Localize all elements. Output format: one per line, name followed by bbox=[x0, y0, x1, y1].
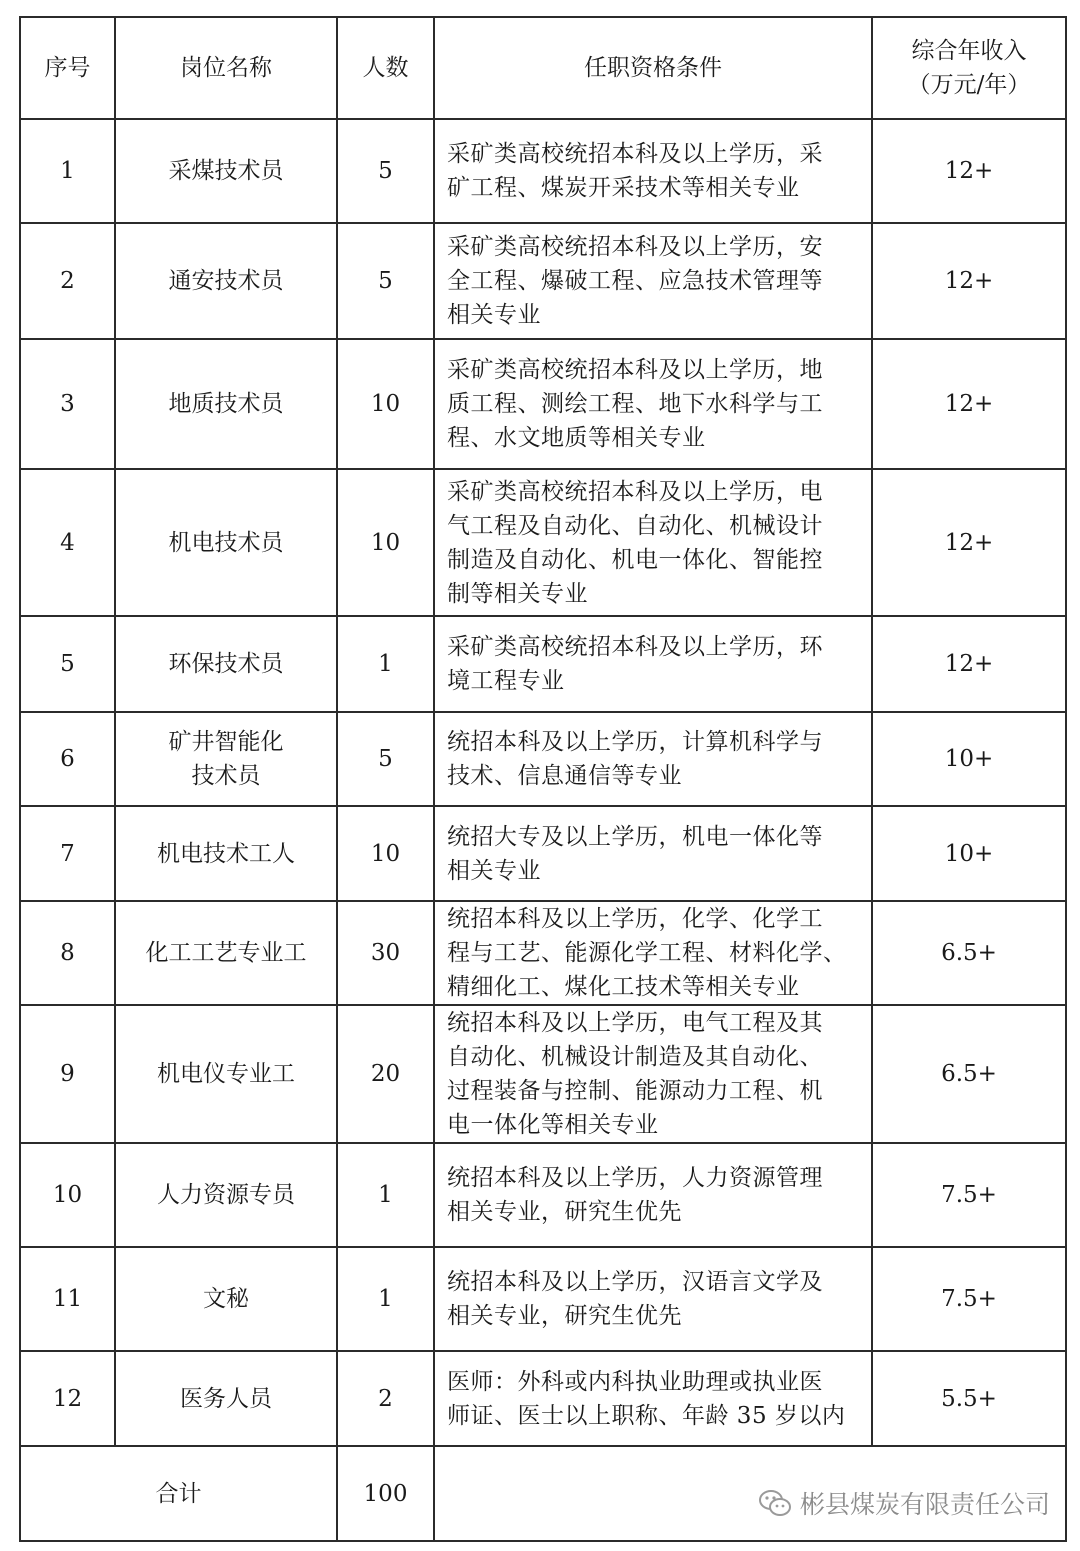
cell-line: 相关专业，研究生优先 bbox=[447, 1303, 682, 1329]
cell-line: 矿工程、煤炭开采技术等相关专业 bbox=[447, 175, 800, 201]
cell-position bbox=[115, 1005, 337, 1143]
cell-index: 6 bbox=[20, 712, 115, 806]
cell-index: 3 bbox=[20, 339, 115, 469]
cell-line: 采矿类高校统招本科及以上学历，地 bbox=[447, 357, 823, 383]
cell-count: 1 bbox=[337, 616, 434, 712]
cell-line: 自动化、机械设计制造及其自动化、 bbox=[447, 1044, 823, 1070]
header-income bbox=[872, 17, 1066, 119]
cell-requirements bbox=[434, 712, 872, 806]
table-row bbox=[20, 616, 1066, 712]
table-row bbox=[20, 1351, 1066, 1446]
cell-line: 机电技术员 bbox=[168, 529, 284, 556]
cell-position bbox=[115, 806, 337, 901]
cell-line: 通安技术员 bbox=[168, 268, 284, 294]
cell-income: 5.5+ bbox=[872, 1351, 1066, 1446]
cell-line: 技术员 bbox=[191, 763, 261, 789]
cell-requirements bbox=[434, 1143, 872, 1247]
cell-requirements bbox=[434, 1351, 872, 1446]
watermark bbox=[758, 1485, 1050, 1521]
cell-count: 5 bbox=[337, 223, 434, 339]
table-row bbox=[20, 806, 1066, 901]
cell-line: 采矿类高校统招本科及以上学历，电 bbox=[447, 478, 823, 505]
header-index: 序号 bbox=[20, 17, 115, 119]
cell-line: 医务人员 bbox=[180, 1385, 272, 1412]
cell-line: 程、水文地质等相关专业 bbox=[447, 425, 706, 451]
cell-requirements bbox=[434, 469, 872, 616]
table-row bbox=[20, 339, 1066, 469]
cell-index: 10 bbox=[20, 1143, 115, 1247]
cell-line: 质工程、测绘工程、地下水科学与工 bbox=[447, 391, 823, 417]
cell-requirements bbox=[434, 339, 872, 469]
cell-line: 机电技术工人 bbox=[157, 840, 295, 867]
cell-income: 10+ bbox=[872, 806, 1066, 901]
cell-position bbox=[115, 1351, 337, 1446]
cell-index: 7 bbox=[20, 806, 115, 901]
table-row bbox=[20, 1247, 1066, 1351]
cell-index: 2 bbox=[20, 223, 115, 339]
cell-income: 6.5+ bbox=[872, 901, 1066, 1005]
cell-income: 12+ bbox=[872, 469, 1066, 616]
cell-requirements bbox=[434, 223, 872, 339]
cell-income: 12+ bbox=[872, 616, 1066, 712]
cell-count: 1 bbox=[337, 1247, 434, 1351]
header-income-line2: （万元/年） bbox=[907, 72, 1031, 98]
total-label: 合计 bbox=[20, 1446, 337, 1541]
cell-line: 统招本科及以上学历，化学、化学工 bbox=[447, 906, 823, 932]
cell-position bbox=[115, 119, 337, 223]
cell-requirements bbox=[434, 616, 872, 712]
cell-line: 境工程专业 bbox=[447, 668, 565, 694]
cell-line: 统招本科及以上学历，汉语言文学及 bbox=[447, 1269, 823, 1295]
recruitment-table bbox=[19, 16, 1067, 1542]
cell-line: 矿井智能化 bbox=[168, 729, 284, 755]
cell-index: 9 bbox=[20, 1005, 115, 1143]
cell-line: 文秘 bbox=[203, 1286, 249, 1312]
cell-income: 12+ bbox=[872, 223, 1066, 339]
cell-line: 电一体化等相关专业 bbox=[447, 1112, 659, 1138]
header-income-line1: 综合年收入 bbox=[911, 38, 1027, 64]
cell-position bbox=[115, 469, 337, 616]
cell-line: 统招本科及以上学历，电气工程及其 bbox=[447, 1010, 823, 1036]
cell-income: 7.5+ bbox=[872, 1143, 1066, 1247]
cell-requirements bbox=[434, 806, 872, 901]
table-row bbox=[20, 1005, 1066, 1143]
cell-count: 2 bbox=[337, 1351, 434, 1446]
cell-count: 10 bbox=[337, 469, 434, 616]
cell-line: 制等相关专业 bbox=[447, 580, 588, 607]
cell-line: 环保技术员 bbox=[168, 651, 284, 677]
table-row bbox=[20, 469, 1066, 616]
cell-income: 7.5+ bbox=[872, 1247, 1066, 1351]
cell-line: 师证、医士以上职称、年龄 35 岁以内 bbox=[447, 1402, 846, 1429]
cell-position bbox=[115, 223, 337, 339]
cell-index: 11 bbox=[20, 1247, 115, 1351]
cell-line: 气工程及自动化、自动化、机械设计 bbox=[447, 512, 823, 539]
cell-position bbox=[115, 712, 337, 806]
cell-index: 12 bbox=[20, 1351, 115, 1446]
cell-income: 6.5+ bbox=[872, 1005, 1066, 1143]
cell-line: 医师：外科或内科执业助理或执业医 bbox=[447, 1368, 823, 1395]
cell-line: 采矿类高校统招本科及以上学历，安 bbox=[447, 234, 823, 260]
watermark-text: 彬县煤炭有限责任公司 bbox=[799, 1490, 1050, 1519]
cell-line: 相关专业，研究生优先 bbox=[447, 1199, 682, 1225]
cell-line: 相关专业 bbox=[447, 302, 541, 328]
header-row bbox=[20, 17, 1066, 119]
cell-line: 精细化工、煤化工技术等相关专业 bbox=[447, 974, 800, 1000]
cell-requirements bbox=[434, 901, 872, 1005]
cell-line: 全工程、爆破工程、应急技术管理等 bbox=[447, 268, 823, 294]
cell-line: 统招大专及以上学历，机电一体化等 bbox=[447, 823, 823, 850]
table-row bbox=[20, 712, 1066, 806]
cell-count: 5 bbox=[337, 712, 434, 806]
cell-count: 30 bbox=[337, 901, 434, 1005]
cell-line: 过程装备与控制、能源动力工程、机 bbox=[447, 1078, 823, 1104]
cell-line: 统招本科及以上学历，人力资源管理 bbox=[447, 1165, 823, 1191]
cell-line: 采煤技术员 bbox=[168, 158, 284, 184]
total-count: 100 bbox=[337, 1446, 434, 1541]
cell-line: 化工工艺专业工 bbox=[145, 940, 307, 966]
cell-count: 5 bbox=[337, 119, 434, 223]
cell-line: 机电仪专业工 bbox=[157, 1061, 295, 1087]
cell-line: 采矿类高校统招本科及以上学历，环 bbox=[447, 634, 823, 660]
cell-count: 10 bbox=[337, 339, 434, 469]
table-row bbox=[20, 223, 1066, 339]
cell-index: 8 bbox=[20, 901, 115, 1005]
cell-index: 4 bbox=[20, 469, 115, 616]
cell-index: 5 bbox=[20, 616, 115, 712]
wechat-icon bbox=[758, 1488, 792, 1518]
cell-requirements bbox=[434, 1247, 872, 1351]
cell-position bbox=[115, 901, 337, 1005]
cell-line: 制造及自动化、机电一体化、智能控 bbox=[447, 546, 823, 573]
table-row bbox=[20, 1143, 1066, 1247]
cell-line: 程与工艺、能源化学工程、材料化学、 bbox=[447, 940, 847, 966]
cell-index: 1 bbox=[20, 119, 115, 223]
cell-count: 10 bbox=[337, 806, 434, 901]
cell-line: 技术、信息通信等专业 bbox=[447, 763, 682, 789]
cell-count: 1 bbox=[337, 1143, 434, 1247]
cell-line: 采矿类高校统招本科及以上学历，采 bbox=[447, 141, 823, 167]
cell-position bbox=[115, 1247, 337, 1351]
cell-income: 12+ bbox=[872, 339, 1066, 469]
cell-requirements bbox=[434, 119, 872, 223]
cell-position bbox=[115, 339, 337, 469]
cell-count: 20 bbox=[337, 1005, 434, 1143]
header-count: 人数 bbox=[337, 17, 434, 119]
header-position: 岗位名称 bbox=[115, 17, 337, 119]
cell-line: 地质技术员 bbox=[168, 391, 284, 417]
cell-position bbox=[115, 1143, 337, 1247]
cell-line: 人力资源专员 bbox=[157, 1182, 295, 1208]
cell-line: 相关专业 bbox=[447, 857, 541, 884]
cell-income: 12+ bbox=[872, 119, 1066, 223]
cell-position bbox=[115, 616, 337, 712]
cell-income: 10+ bbox=[872, 712, 1066, 806]
table-row bbox=[20, 901, 1066, 1005]
cell-requirements bbox=[434, 1005, 872, 1143]
cell-line: 统招本科及以上学历，计算机科学与 bbox=[447, 729, 823, 755]
table-row bbox=[20, 119, 1066, 223]
header-requirements: 任职资格条件 bbox=[434, 17, 872, 119]
